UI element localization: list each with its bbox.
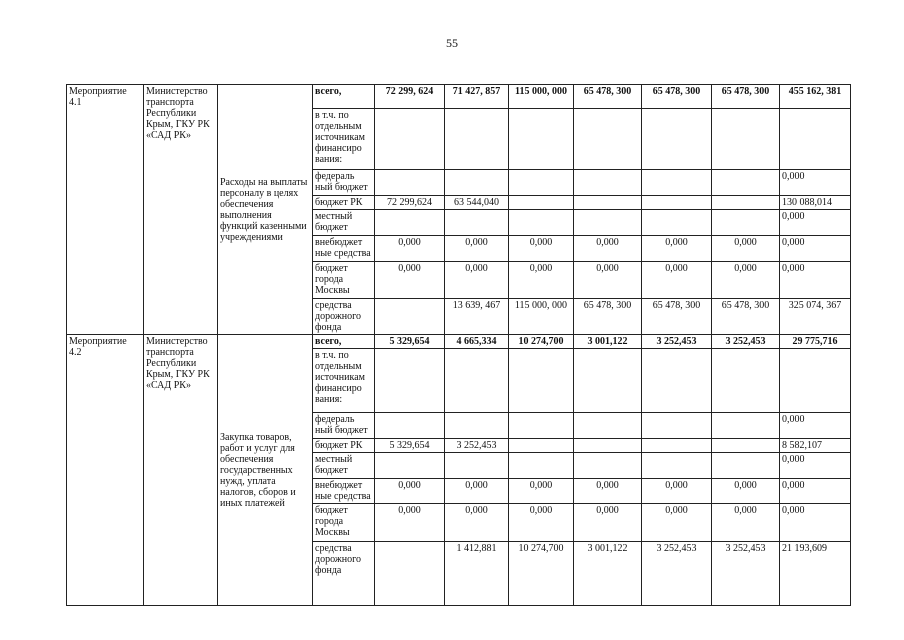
value-cell: 65 478, 300	[712, 299, 780, 335]
funding-source-cell: в т.ч. по отдельным источникам финансиро вания:	[313, 109, 375, 170]
value-cell: 65 478, 300	[574, 85, 642, 109]
page-number: 55	[446, 36, 458, 50]
value-cell: 0,000	[574, 504, 642, 542]
value-cell: 0,000	[445, 504, 509, 542]
value-cell: 0,000	[574, 479, 642, 504]
value-cell: 71 427, 857	[445, 85, 509, 109]
value-cell: 0,000	[445, 479, 509, 504]
value-cell	[445, 109, 509, 170]
value-cell: 0,000	[642, 479, 712, 504]
funding-source-cell: всего,	[313, 335, 375, 349]
value-cell: 115 000, 000	[509, 85, 574, 109]
value-cell: 3 252,453	[712, 542, 780, 606]
funding-source-cell: федераль ный бюджет	[313, 170, 375, 196]
value-cell: 0,000	[574, 236, 642, 262]
table-row	[67, 335, 851, 349]
value-cell: 0,000	[642, 236, 712, 262]
value-cell	[712, 170, 780, 196]
value-cell	[712, 453, 780, 479]
value-cell: 8 582,107	[780, 439, 851, 453]
value-cell	[642, 413, 712, 439]
value-cell	[574, 109, 642, 170]
value-cell: 0,000	[642, 504, 712, 542]
value-cell: 3 252,453	[642, 335, 712, 349]
value-cell	[509, 170, 574, 196]
value-cell	[574, 196, 642, 210]
value-cell: 0,000	[712, 262, 780, 299]
value-cell: 130 088,014	[780, 196, 851, 210]
funding-source-cell: бюджет РК	[313, 196, 375, 210]
value-cell: 0,000	[445, 236, 509, 262]
value-cell: 3 252,453	[445, 439, 509, 453]
funding-source-cell: местный бюджет	[313, 453, 375, 479]
value-cell	[509, 413, 574, 439]
value-cell: 29 775,716	[780, 335, 851, 349]
value-cell	[375, 170, 445, 196]
value-cell: 0,000	[780, 413, 851, 439]
value-cell	[445, 453, 509, 479]
value-cell: 0,000	[375, 504, 445, 542]
value-cell: 0,000	[780, 504, 851, 542]
value-cell: 65 478, 300	[642, 85, 712, 109]
value-cell: 0,000	[509, 262, 574, 299]
value-cell: 0,000	[509, 236, 574, 262]
funding-source-cell: средства дорожного фонда	[313, 299, 375, 335]
value-cell	[509, 210, 574, 236]
funding-source-cell: бюджет города Москвы	[313, 262, 375, 299]
value-cell: 72 299,624	[375, 196, 445, 210]
funding-source-cell: средства дорожного фонда	[313, 542, 375, 606]
value-cell	[509, 439, 574, 453]
value-cell: 3 252,453	[642, 542, 712, 606]
value-cell: 0,000	[780, 453, 851, 479]
executor-cell: Министерство транспорта Республики Крым, ГКУ РК «САД РК»	[144, 85, 218, 335]
value-cell	[712, 349, 780, 413]
value-cell	[445, 413, 509, 439]
value-cell	[642, 210, 712, 236]
value-cell: 0,000	[780, 479, 851, 504]
value-cell: 0,000	[642, 262, 712, 299]
value-cell: 0,000	[780, 236, 851, 262]
value-cell	[445, 170, 509, 196]
value-cell: 65 478, 300	[642, 299, 712, 335]
value-cell	[375, 542, 445, 606]
value-cell: 5 329,654	[375, 335, 445, 349]
funding-source-cell: внебюджет ные средства	[313, 479, 375, 504]
value-cell	[574, 413, 642, 439]
value-cell: 63 544,040	[445, 196, 509, 210]
value-cell: 3 001,122	[574, 335, 642, 349]
value-cell	[712, 413, 780, 439]
value-cell: 13 639, 467	[445, 299, 509, 335]
value-cell	[642, 349, 712, 413]
value-cell	[509, 196, 574, 210]
value-cell: 0,000	[574, 262, 642, 299]
value-cell: 0,000	[375, 479, 445, 504]
value-cell: 115 000, 000	[509, 299, 574, 335]
value-cell: 65 478, 300	[574, 299, 642, 335]
table-body	[67, 85, 851, 606]
value-cell: 0,000	[780, 210, 851, 236]
funding-source-cell: бюджет РК	[313, 439, 375, 453]
value-cell	[574, 170, 642, 196]
table-row	[67, 85, 851, 109]
value-cell	[574, 349, 642, 413]
value-cell: 455 162, 381	[780, 85, 851, 109]
funding-source-cell: федераль ный бюджет	[313, 413, 375, 439]
value-cell: 10 274,700	[509, 542, 574, 606]
value-cell	[375, 210, 445, 236]
value-cell: 0,000	[375, 236, 445, 262]
value-cell: 1 412,881	[445, 542, 509, 606]
value-cell	[445, 349, 509, 413]
value-cell	[642, 196, 712, 210]
value-cell	[509, 109, 574, 170]
value-cell: 10 274,700	[509, 335, 574, 349]
value-cell: 5 329,654	[375, 439, 445, 453]
value-cell	[642, 439, 712, 453]
funding-source-cell: местный бюджет	[313, 210, 375, 236]
value-cell	[445, 210, 509, 236]
value-cell	[574, 453, 642, 479]
value-cell	[509, 349, 574, 413]
description-cell: Закупка товаров, работ и услуг для обеспечения государственных нужд, уплата налогов, сборов и иных платежей	[218, 335, 313, 606]
value-cell: 3 001,122	[574, 542, 642, 606]
value-cell: 0,000	[712, 504, 780, 542]
budget-table	[66, 84, 851, 606]
value-cell	[712, 439, 780, 453]
event-name-cell: Мероприятие 4.2	[67, 335, 144, 606]
value-cell: 3 252,453	[712, 335, 780, 349]
funding-source-cell: всего,	[313, 85, 375, 109]
value-cell	[642, 170, 712, 196]
value-cell	[375, 109, 445, 170]
value-cell: 0,000	[780, 170, 851, 196]
value-cell	[780, 109, 851, 170]
value-cell	[712, 109, 780, 170]
funding-source-cell: внебюджет ные средства	[313, 236, 375, 262]
value-cell	[509, 453, 574, 479]
value-cell: 72 299, 624	[375, 85, 445, 109]
value-cell: 0,000	[712, 479, 780, 504]
funding-source-cell: бюджет города Москвы	[313, 504, 375, 542]
value-cell: 0,000	[509, 504, 574, 542]
value-cell	[375, 349, 445, 413]
value-cell	[712, 196, 780, 210]
value-cell: 0,000	[375, 262, 445, 299]
value-cell: 21 193,609	[780, 542, 851, 606]
value-cell	[375, 413, 445, 439]
value-cell: 325 074, 367	[780, 299, 851, 335]
value-cell	[642, 453, 712, 479]
value-cell: 0,000	[445, 262, 509, 299]
value-cell	[712, 210, 780, 236]
value-cell	[642, 109, 712, 170]
value-cell: 0,000	[509, 479, 574, 504]
value-cell: 0,000	[780, 262, 851, 299]
value-cell	[375, 299, 445, 335]
value-cell	[574, 210, 642, 236]
value-cell	[375, 453, 445, 479]
value-cell: 0,000	[712, 236, 780, 262]
executor-cell: Министерство транспорта Республики Крым, ГКУ РК «САД РК»	[144, 335, 218, 606]
funding-source-cell: в т.ч. по отдельным источникам финансиро вания:	[313, 349, 375, 413]
value-cell: 4 665,334	[445, 335, 509, 349]
description-cell: Расходы на выплаты персоналу в целях обеспечения выполнения функций казенными учреждениями	[218, 85, 313, 335]
value-cell	[574, 439, 642, 453]
value-cell: 65 478, 300	[712, 85, 780, 109]
value-cell	[780, 349, 851, 413]
event-name-cell: Мероприятие 4.1	[67, 85, 144, 335]
